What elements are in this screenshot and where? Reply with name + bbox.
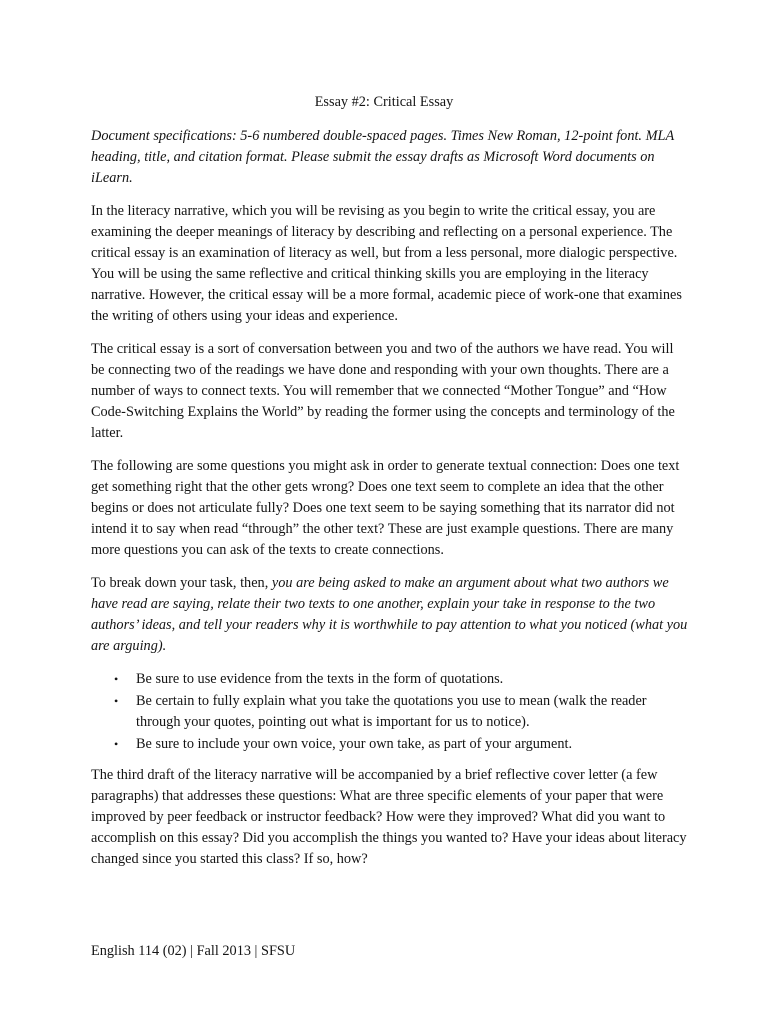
requirements-list <box>91 669 689 755</box>
paragraph-cover-letter: The third draft of the literacy narrative will be accompanied by a brief reflective cover letter (a few paragraphs) that addresses these questions: What are three specific elements of your paper that were improved by peer feedback or instructor feedback? How were they improved? What did you want to accomplish on this essay? Did you accomplish the things you wanted to? Have your ideas about literacy changed since you started this class? If so, how? <box>91 767 687 867</box>
paragraph-task <box>91 573 689 657</box>
paragraph-conversation: The critical essay is a sort of conversation between you and two of the authors we have read. You will be connecting two of the readings we have done and responding with your own thoughts. There are a number of ways to connect texts. You will remember that we connected “Mother Tongue” and “How Code-Switching Explains the World” by reading the former using the concepts and terminology of the latter. <box>91 341 675 441</box>
task-intro-text: To break down your task, then, <box>91 575 272 591</box>
document-title: Essay #2: Critical Essay <box>314 94 454 110</box>
task-emphasis-text: you are being asked to make an argument about what two authors we have read are saying, relate their two texts to one another, explain your take in response to the two authors’ ideas, and tell your readers why it is worthwhile to pay attention to what you noticed (what you are arguing). <box>91 575 688 654</box>
list-item-text: Be certain to fully explain what you take the quotations you use to mean (walk the reader through your quotes, pointing out what is important for us to notice). <box>136 693 647 730</box>
list-item <box>91 691 689 733</box>
bullet-icon: • <box>114 737 119 751</box>
paragraph-questions: The following are some questions you might ask in order to generate textual connection: Does one text get something right that the other gets wrong? Does one text seem to complete an idea that the other begins or does not articulate fully? Does one text seem to be saying something that its narrator did not intend it to say when read “through” the other text? These are just example questions. There are many more questions you can ask of the texts to create connections. <box>91 458 680 558</box>
list-item <box>91 669 689 690</box>
page-footer: English 114 (02) | Fall 2013 | SFSU <box>91 943 296 959</box>
document-specifications: Document specifications: 5-6 numbered double-spaced pages. Times New Roman, 12-point font. MLA heading, title, and citation format. Please submit the essay drafts as Microsoft Word documents on iLearn. <box>91 128 674 186</box>
bullet-icon: • <box>114 672 119 686</box>
list-item-text: Be sure to include your own voice, your own take, as part of your argument. <box>136 736 573 752</box>
paragraph-intro: In the literacy narrative, which you will be revising as you begin to write the critical essay, you are examining the deeper meanings of literacy by describing and reflecting on a personal experience. The critical essay is an examination of literacy as well, but from a less personal, more dialogic perspective. You will be using the same reflective and critical thinking skills you are employing in the literacy narrative. However, the critical essay will be a more formal, academic piece of work-one that examines the writing of others using your ideas and experience. <box>91 203 682 324</box>
list-item-text: Be sure to use evidence from the texts in the form of quotations. <box>136 671 504 687</box>
bullet-icon: • <box>114 694 119 708</box>
list-item <box>91 734 689 755</box>
document-body <box>91 126 689 882</box>
